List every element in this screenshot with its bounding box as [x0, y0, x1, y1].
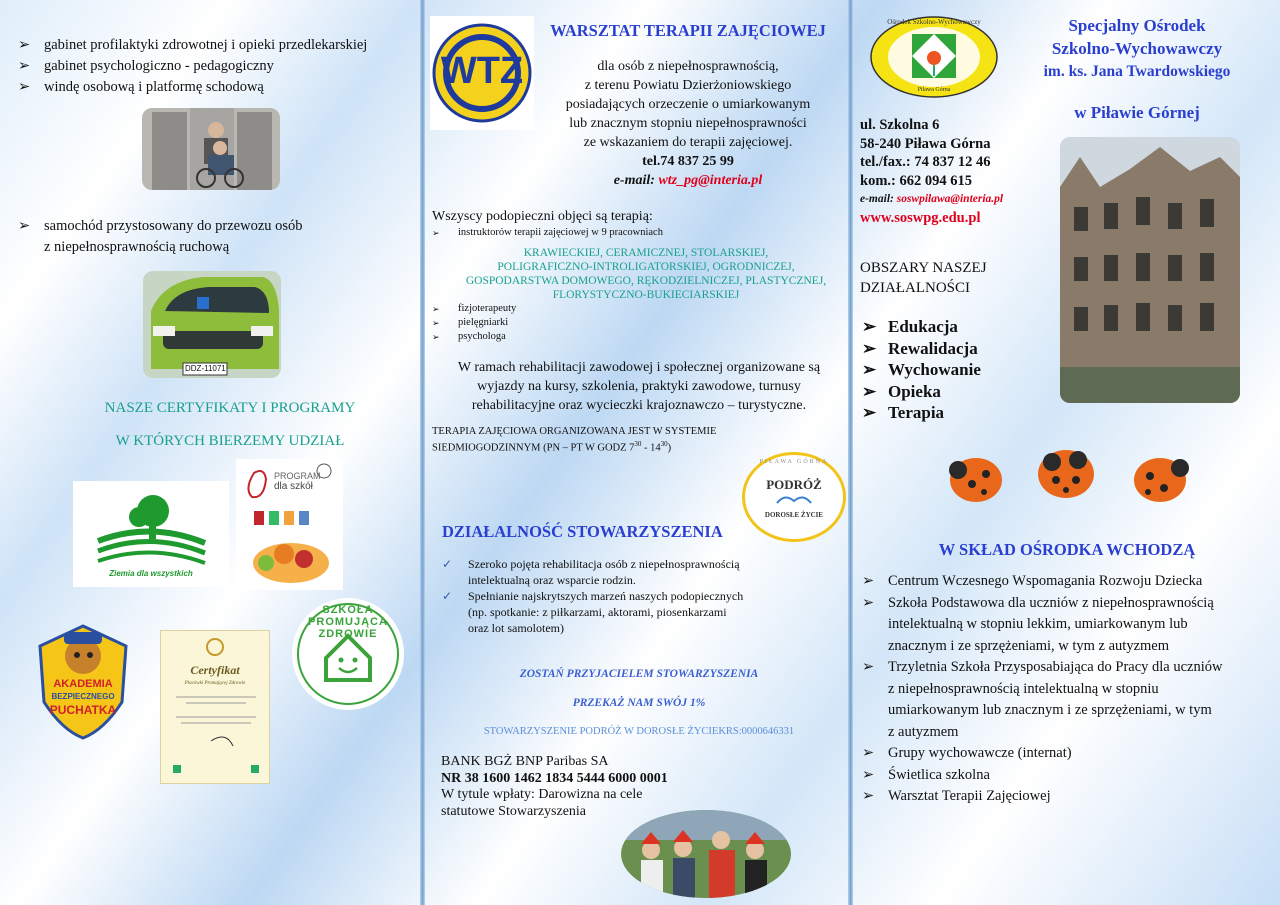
- list-item: ➢ samochód przystosowany do przewozu osób z niepełnosprawnością ruchową: [18, 218, 303, 255]
- license-plate: DDZ-11071: [185, 364, 226, 373]
- rehab-text: W ramach rehabilitacji zawodowej i społecznej organizowane są wyjazdy na kursy, szkolenia, praktyki zawodowe, turnusy rehabilitacyjne oraz wycieczki krajoznawczo – turystyczne.: [457, 360, 821, 413]
- list-item: ➢ gabinet psychologiczno - pedagogiczny: [18, 56, 367, 77]
- arrow-bullet-icon: ➢: [18, 79, 31, 95]
- arrow-bullet-icon: ➢: [862, 788, 875, 804]
- list-item: ➢ windę osobową i platformę schodową: [18, 77, 367, 98]
- units-list: [862, 571, 1278, 808]
- program-dla-szkol-logo: PROGRAM dla szkół: [236, 459, 343, 590]
- arrow-bullet-icon: ➢: [18, 218, 31, 234]
- group-photo: [621, 810, 791, 898]
- elevator-photo: [142, 108, 280, 190]
- wtz-title: WARSZTAT TERAPII ZAJĘCIOWEJ: [550, 21, 826, 40]
- certs-subtitle: W KTÓRYCH BIERZEMY UDZIAŁ: [115, 433, 345, 449]
- car-list: [18, 216, 303, 258]
- instructors-list: [432, 226, 663, 240]
- list-item: ➢ Edukacja: [862, 317, 958, 336]
- arrow-bullet-icon: ➢: [862, 594, 875, 611]
- panel-divider: [420, 0, 425, 905]
- list-item: ➢ gabinet profilaktyki zdrowotnej i opieki przedlekarskiej: [18, 35, 367, 56]
- checkmark-icon: ✓: [442, 557, 453, 571]
- account-number: NR 38 1600 1462 1834 5444 6000 0001: [441, 770, 668, 786]
- arrow-bullet-icon: ➢: [862, 745, 875, 761]
- list-item: ➢ Terapia: [862, 403, 945, 422]
- schedule-text: TERAPIA ZAJĘCIOWA ORGANIZOWANA JEST W SYSTEMIE SIEDMIOGODZINNYM (PN – PT W GODZ $7^{30} - 14^{30}$): [432, 426, 717, 454]
- school-location: w Piławie Górnej: [1074, 103, 1200, 122]
- ziemia-logo: Ziemia dla wszystkich: [73, 481, 229, 587]
- list-item: ➢ psychologa: [432, 331, 506, 342]
- ladybug-icon: [1134, 458, 1189, 502]
- arrow-bullet-icon: ➢: [862, 381, 877, 401]
- wtz-email-link[interactable]: wtz_pg@interia.pl: [658, 173, 763, 188]
- list-item: ➢ Świetlica szkolna: [862, 765, 1278, 787]
- arrow-bullet-icon: ➢: [862, 317, 877, 336]
- arrow-bullet-icon: ➢: [862, 766, 875, 783]
- bank-info: BANK BGŻ BNP Paribas SA NR 38 1600 1462 1834 5444 6000 0001 W tytule wpłaty: Darowizna na cele statutowe Stowarzyszenia: [441, 754, 668, 819]
- assoc-list: [442, 556, 743, 636]
- arrow-bullet-icon: ➢: [432, 304, 440, 314]
- list-item: ➢ Trzyletnia Szkoła Przysposabiająca do Pracy dla uczniów z niepełnosprawnością intelektualną w stopniu umiarkowanym lub znacznym i ze sprzężeniami, w tym z autyzmem: [862, 659, 1223, 740]
- list-item: ✓ Spełnianie najskrytszych marzeń naszych podopiecznych (np. spotkanie: z piłkarzami, aktorami, piosenkarzami oraz lot samolotem): [442, 589, 744, 635]
- list-item: ➢ instruktorów terapii zajęciowej w 9 pracowniach: [432, 227, 663, 238]
- wtz-intro: dla osób z niepełnosprawnością, z terenu Powiatu Dzierżoniowskiego posiadających orzeczenie o umiarkowanym lub znacznym stopniu niepełnosprawności ze wskazaniem do terapii zajęciowej. tel.74 837 25 99 e-mail: wtz_pg@interia.pl: [530, 57, 846, 190]
- list-item: ➢ Grupy wychowawcze (internat): [862, 743, 1278, 765]
- arrow-bullet-icon: ➢: [862, 360, 877, 379]
- list-item: ➢ Opieka: [862, 381, 941, 401]
- checkmark-icon: ✓: [442, 589, 453, 603]
- list-item: ✓ Szeroko pojęta rehabilitacja osób z niepełnosprawnością intelektualną oraz wsparcie rodzin.: [442, 557, 740, 587]
- krs-text: STOWARZYSZENIE PODRÓŻ W DOROSŁE ŻYCIEKRS:0000646331: [483, 726, 795, 737]
- arrow-bullet-icon: ➢: [862, 403, 877, 422]
- akademia-puchatka-logo: AKADEMIA BEZPIECZNEGO PUCHATKA: [34, 622, 132, 740]
- middle-panel: [426, 0, 846, 905]
- contact-block: ul. Szkolna 6 58-240 Piława Górna tel./fax.: 74 837 12 46 kom.: 662 094 615 e-mail: soswpilawa@interia.pl www.soswpg.edu.pl: [860, 117, 1004, 226]
- workshops-list: KRAWIECKIEJ, CERAMICZNEJ, STOLARSKIEJ, POLIGRAFICZNO-INTROLIGATORSKIEJ, OGRODNICZEJ, GOSPODARSTWA DOMOWEGO, RĘKODZIELNICZEJ, PLASTYCZNEJ, FLORYSTYCZNO-BUKIECIARSKIEJ: [465, 247, 827, 301]
- therapy-intro: Wszyscy podopieczni objęci są terapią:: [432, 209, 653, 224]
- facilities-list: [18, 35, 367, 98]
- arrow-bullet-icon: ➢: [432, 318, 440, 328]
- list-item: ➢ fizjoterapeuty: [432, 303, 517, 314]
- list-item: ➢ Centrum Wczesnego Wspomagania Rozwoju Dziecka: [862, 571, 1278, 593]
- arrow-bullet-icon: ➢: [18, 37, 31, 53]
- areas-list: [862, 316, 981, 424]
- join-text: ZOSTAŃ PRZYJACIELEM STOWARZYSZENIA: [519, 668, 759, 680]
- szkola-promujaca-zdrowie-logo: SZKOŁA PROMUJĄCA ZDROWIE: [292, 598, 404, 710]
- school-logo: Ośrodek Szkolno-Wychowawczy Piława Górna: [868, 14, 1000, 100]
- wtz-logo: WTZ: [430, 16, 534, 130]
- wtz-email: e-mail: wtz_pg@interia.pl: [613, 173, 763, 188]
- ladybugs-decoration: [944, 444, 1194, 510]
- arrow-bullet-icon: ➢: [432, 228, 440, 238]
- areas-title: OBSZARY NASZEJ DZIAŁALNOŚCI: [860, 260, 987, 296]
- school-title: Specjalny Ośrodek Szkolno-Wychowawczy im. ks. Jana Twardowskiego: [1043, 16, 1231, 80]
- certyfikat-document: Certyfikat Placówki Promującej Zdrowie: [160, 630, 270, 784]
- staff-list: [432, 302, 516, 344]
- school-website-link[interactable]: www.soswpg.edu.pl: [860, 209, 981, 226]
- panel-divider: [848, 0, 853, 905]
- left-panel: [0, 0, 420, 905]
- van-photo: [143, 271, 281, 378]
- donate-text: PRZEKAŻ NAM SWÓJ 1%: [572, 697, 706, 709]
- assoc-title: DZIAŁALNOŚĆ STOWARZYSZENIA: [442, 522, 723, 541]
- arrow-bullet-icon: ➢: [862, 573, 875, 589]
- list-item: ➢ Wychowanie: [862, 360, 981, 379]
- arrow-bullet-icon: ➢: [432, 332, 440, 342]
- school-email-link[interactable]: soswpilawa@interia.pl: [896, 193, 1004, 205]
- certs-title: NASZE CERTYFIKATY I PROGRAMY: [104, 400, 356, 416]
- list-item: ➢ pielęgniarki: [432, 317, 509, 328]
- school-building-photo: [1060, 137, 1240, 403]
- list-item: ➢ Warsztat Terapii Zajęciowej: [862, 786, 1278, 808]
- ladybug-icon: [1038, 450, 1094, 498]
- arrow-bullet-icon: ➢: [862, 659, 875, 675]
- arrow-bullet-icon: ➢: [862, 338, 877, 358]
- wtz-phone: tel.74 837 25 99: [642, 154, 734, 169]
- arrow-bullet-icon: ➢: [18, 58, 31, 74]
- right-panel: [854, 0, 1280, 905]
- ladybug-icon: [949, 458, 1002, 502]
- list-item: ➢ Szkoła Podstawowa dla uczniów z niepełnosprawnością intelektualną w stopniu lekkim, umiarkowanym lub znacznym i ze sprzężeniami, w tym z autyzmem: [862, 594, 1214, 654]
- list-item: ➢ Rewalidacja: [862, 338, 978, 358]
- podroz-logo: PIŁAWA GÓRNA PODRÓŻ DOROSŁE ŻYCIE: [742, 452, 846, 542]
- units-title: W SKŁAD OŚRODKA WCHODZĄ: [938, 540, 1196, 559]
